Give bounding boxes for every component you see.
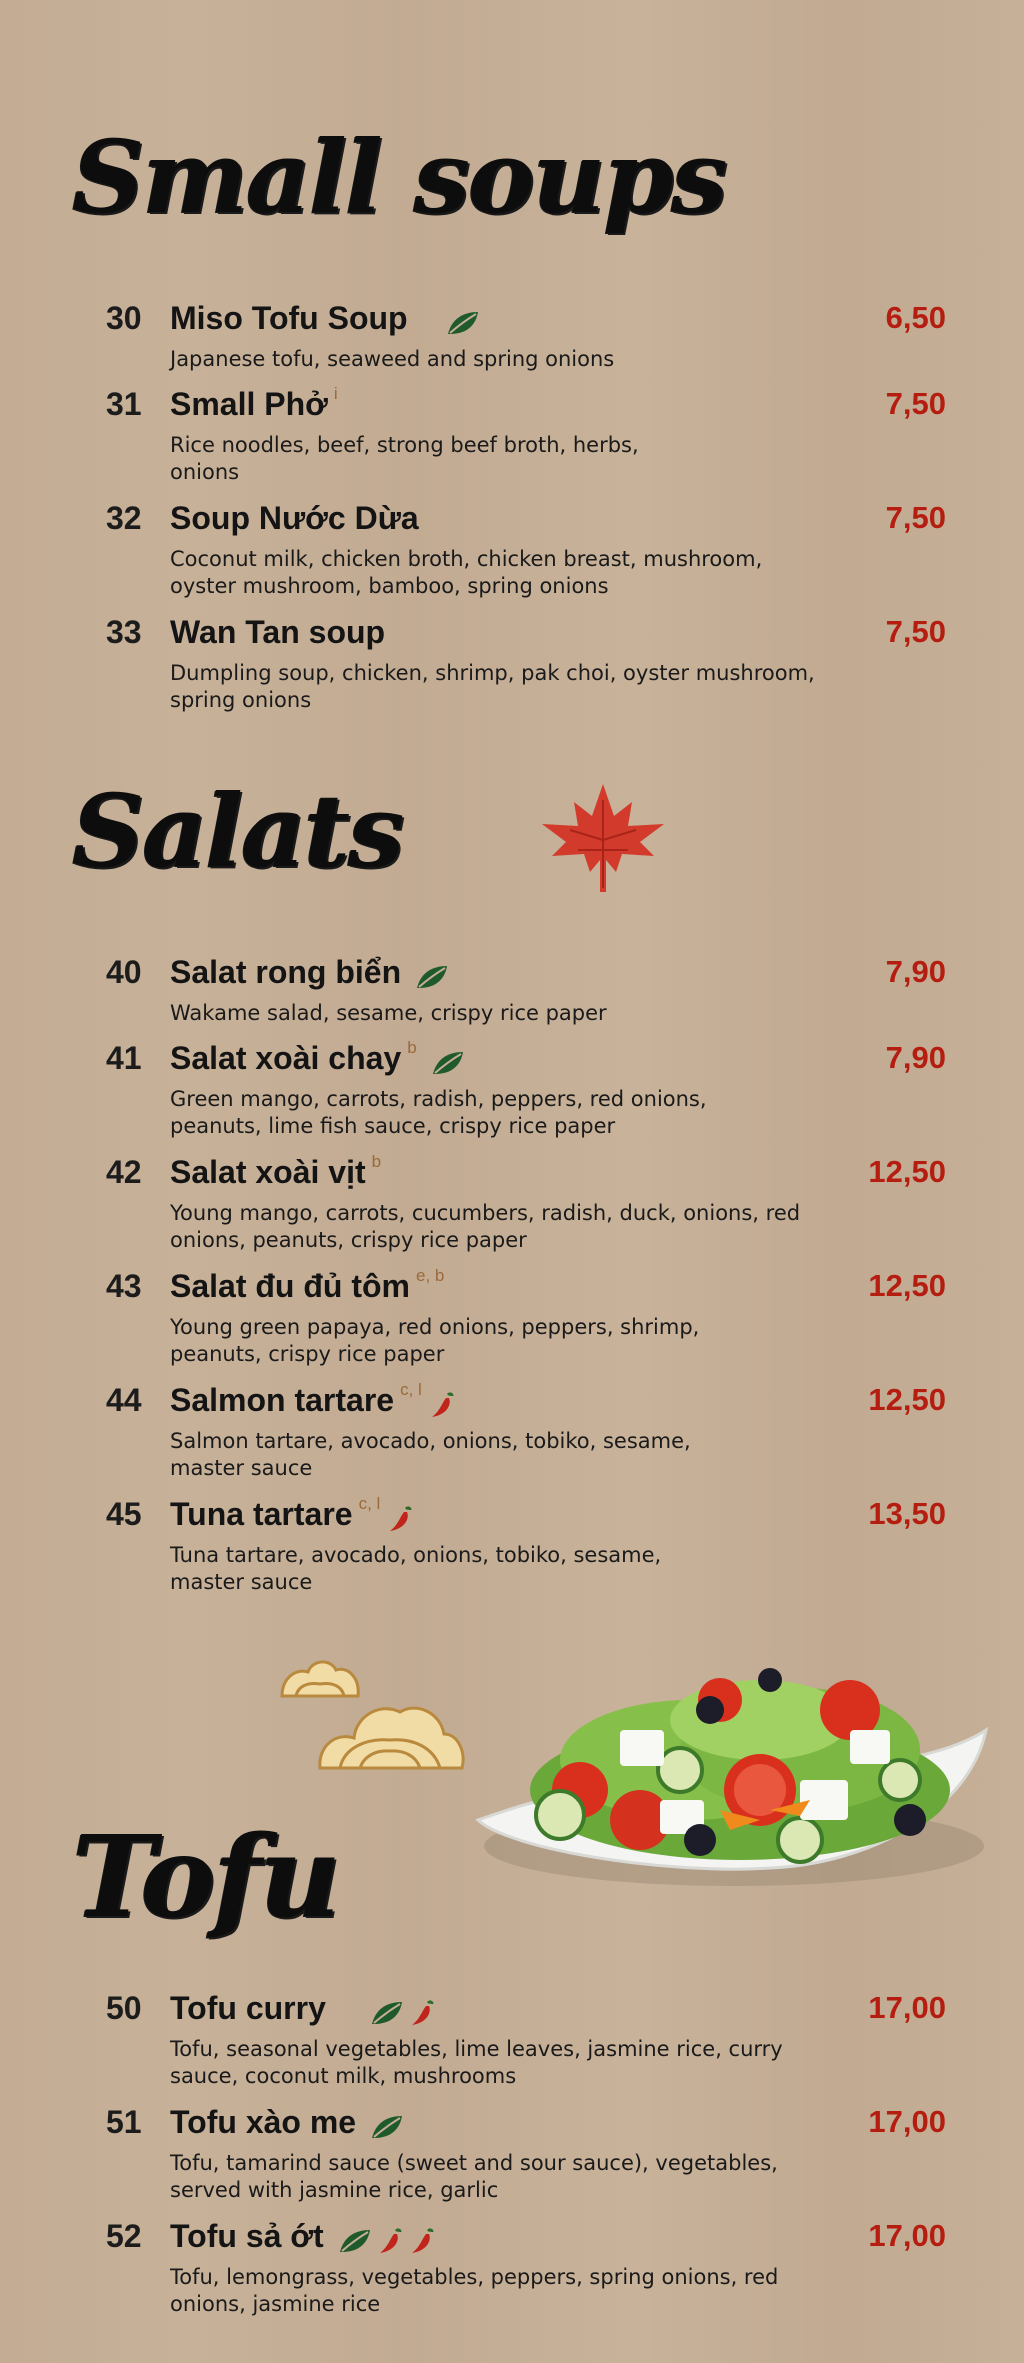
item-number: 43 bbox=[106, 1268, 142, 1304]
diet-icons bbox=[366, 1992, 436, 2029]
section-title-tofu: Tofu bbox=[72, 1812, 339, 1943]
item-name: Tofu curry bbox=[170, 1990, 436, 2029]
item-number: 44 bbox=[106, 1382, 142, 1418]
item-number: 45 bbox=[106, 1496, 142, 1532]
item-number: 33 bbox=[106, 614, 142, 650]
item-price: 7,90 bbox=[885, 1040, 946, 1075]
item-price: 17,00 bbox=[868, 2104, 946, 2139]
item-price: 12,50 bbox=[868, 1154, 946, 1189]
item-description: Young green papaya, red onions, peppers, shrimp, peanuts, crispy rice paper bbox=[170, 1315, 700, 1366]
chili-icon bbox=[408, 1999, 436, 2027]
chili-icon bbox=[428, 1391, 456, 1419]
item-number: 40 bbox=[106, 954, 142, 990]
leaf-icon bbox=[446, 310, 480, 336]
allergen-code: c, l bbox=[400, 1380, 422, 1400]
item-name: Soup Nước Dừa bbox=[170, 500, 419, 536]
allergen-code: e, b bbox=[416, 1266, 445, 1286]
item-description: Tofu, lemongrass, vegetables, peppers, spring onions, red onions, jasmine rice bbox=[170, 2265, 779, 2316]
item-name: Salat đu đủ tôm $^{e, b}$ bbox=[170, 1266, 445, 1304]
diet-icons bbox=[334, 2220, 436, 2257]
chili-icon bbox=[376, 2227, 404, 2255]
item-description: Young mango, carrots, cucumbers, radish, duck, onions, red onions, peanuts, crispy rice paper bbox=[170, 1201, 801, 1252]
item-name: Tofu sả ớt bbox=[170, 2218, 436, 2257]
item-description: Tofu, seasonal vegetables, lime leaves, jasmine rice, curry sauce, coconut milk, mushrooms bbox=[170, 2037, 783, 2088]
item-description: Tuna tartare, avocado, onions, tobiko, sesame, master sauce bbox=[170, 1543, 662, 1594]
diet-icons bbox=[427, 1042, 465, 1079]
item-number: 30 bbox=[106, 300, 142, 336]
cloud-ornament-icon bbox=[316, 1696, 466, 1776]
item-number: 32 bbox=[106, 500, 142, 536]
item-price: 7,50 bbox=[885, 386, 946, 421]
item-name: Salat xoài vịt $^b$ bbox=[170, 1152, 382, 1190]
item-number: 42 bbox=[106, 1154, 142, 1190]
item-number: 52 bbox=[106, 2218, 142, 2254]
item-name: Miso Tofu Soup bbox=[170, 300, 480, 339]
item-price: 17,00 bbox=[868, 2218, 946, 2253]
item-price: 7,50 bbox=[885, 500, 946, 535]
allergen-code: b bbox=[407, 1038, 417, 1058]
item-number: 50 bbox=[106, 1990, 142, 2026]
leaf-icon bbox=[431, 1050, 465, 1076]
chili-icon bbox=[386, 1505, 414, 1533]
item-price: 17,00 bbox=[868, 1990, 946, 2025]
item-description: Green mango, carrots, radish, peppers, red onions, peanuts, lime fish sauce, crispy rice paper bbox=[170, 1087, 707, 1138]
item-price: 13,50 bbox=[868, 1496, 946, 1531]
maple-leaf-icon bbox=[536, 780, 670, 894]
diet-icons bbox=[366, 2106, 404, 2143]
salad-plate-image bbox=[470, 1640, 990, 1900]
chili-icon bbox=[408, 2227, 436, 2255]
item-name: Salmon tartare $^{c, l}$ bbox=[170, 1382, 456, 1421]
item-description: Rice noodles, beef, strong beef broth, herbs, onions bbox=[170, 433, 639, 484]
allergen-code: c, l bbox=[358, 1494, 381, 1514]
allergen-code: i bbox=[333, 384, 338, 404]
leaf-icon bbox=[370, 2000, 404, 2026]
item-price: 12,50 bbox=[868, 1268, 946, 1303]
item-price: 12,50 bbox=[868, 1382, 946, 1417]
item-name: Tofu xào me bbox=[170, 2104, 404, 2143]
allergen-code: b bbox=[371, 1152, 382, 1172]
item-number: 41 bbox=[106, 1040, 142, 1076]
section-title-small-soups: Small soups bbox=[72, 118, 726, 236]
item-description: Dumpling soup, chicken, shrimp, pak choi, oyster mushroom, spring onions bbox=[170, 661, 815, 712]
leaf-icon bbox=[415, 964, 449, 990]
item-name: Salat xoài chay $^b$ bbox=[170, 1040, 465, 1079]
leaf-icon bbox=[338, 2228, 372, 2254]
section-title-salats: Salats bbox=[72, 772, 403, 890]
item-description: Japanese tofu, seaweed and spring onions bbox=[170, 347, 615, 371]
diet-icons bbox=[411, 956, 449, 993]
item-name: Wan Tan soup bbox=[170, 614, 386, 650]
item-description: Tofu, tamarind sauce (sweet and sour sauce), vegetables, served with jasmine rice, garlic bbox=[170, 2151, 778, 2202]
item-description: Salmon tartare, avocado, onions, tobiko, sesame, master sauce bbox=[170, 1429, 691, 1480]
diet-icons bbox=[424, 1384, 456, 1421]
item-price: 7,50 bbox=[885, 614, 946, 649]
diet-icons bbox=[382, 1498, 414, 1535]
leaf-icon bbox=[370, 2114, 404, 2140]
item-description: Coconut milk, chicken broth, chicken breast, mushroom, oyster mushroom, bamboo, spring onions bbox=[170, 547, 763, 598]
item-number: 31 bbox=[106, 386, 142, 422]
item-price: 7,90 bbox=[885, 954, 946, 989]
item-name: Salat rong biển bbox=[170, 954, 449, 993]
diet-icons bbox=[442, 302, 480, 339]
item-name: Tuna tartare $^{c, l}$ bbox=[170, 1496, 414, 1535]
item-price: 6,50 bbox=[885, 300, 946, 335]
item-description: Wakame salad, sesame, crispy rice paper bbox=[170, 1001, 607, 1025]
item-name: Small Phở $^i$ bbox=[170, 384, 338, 422]
item-number: 51 bbox=[106, 2104, 142, 2140]
